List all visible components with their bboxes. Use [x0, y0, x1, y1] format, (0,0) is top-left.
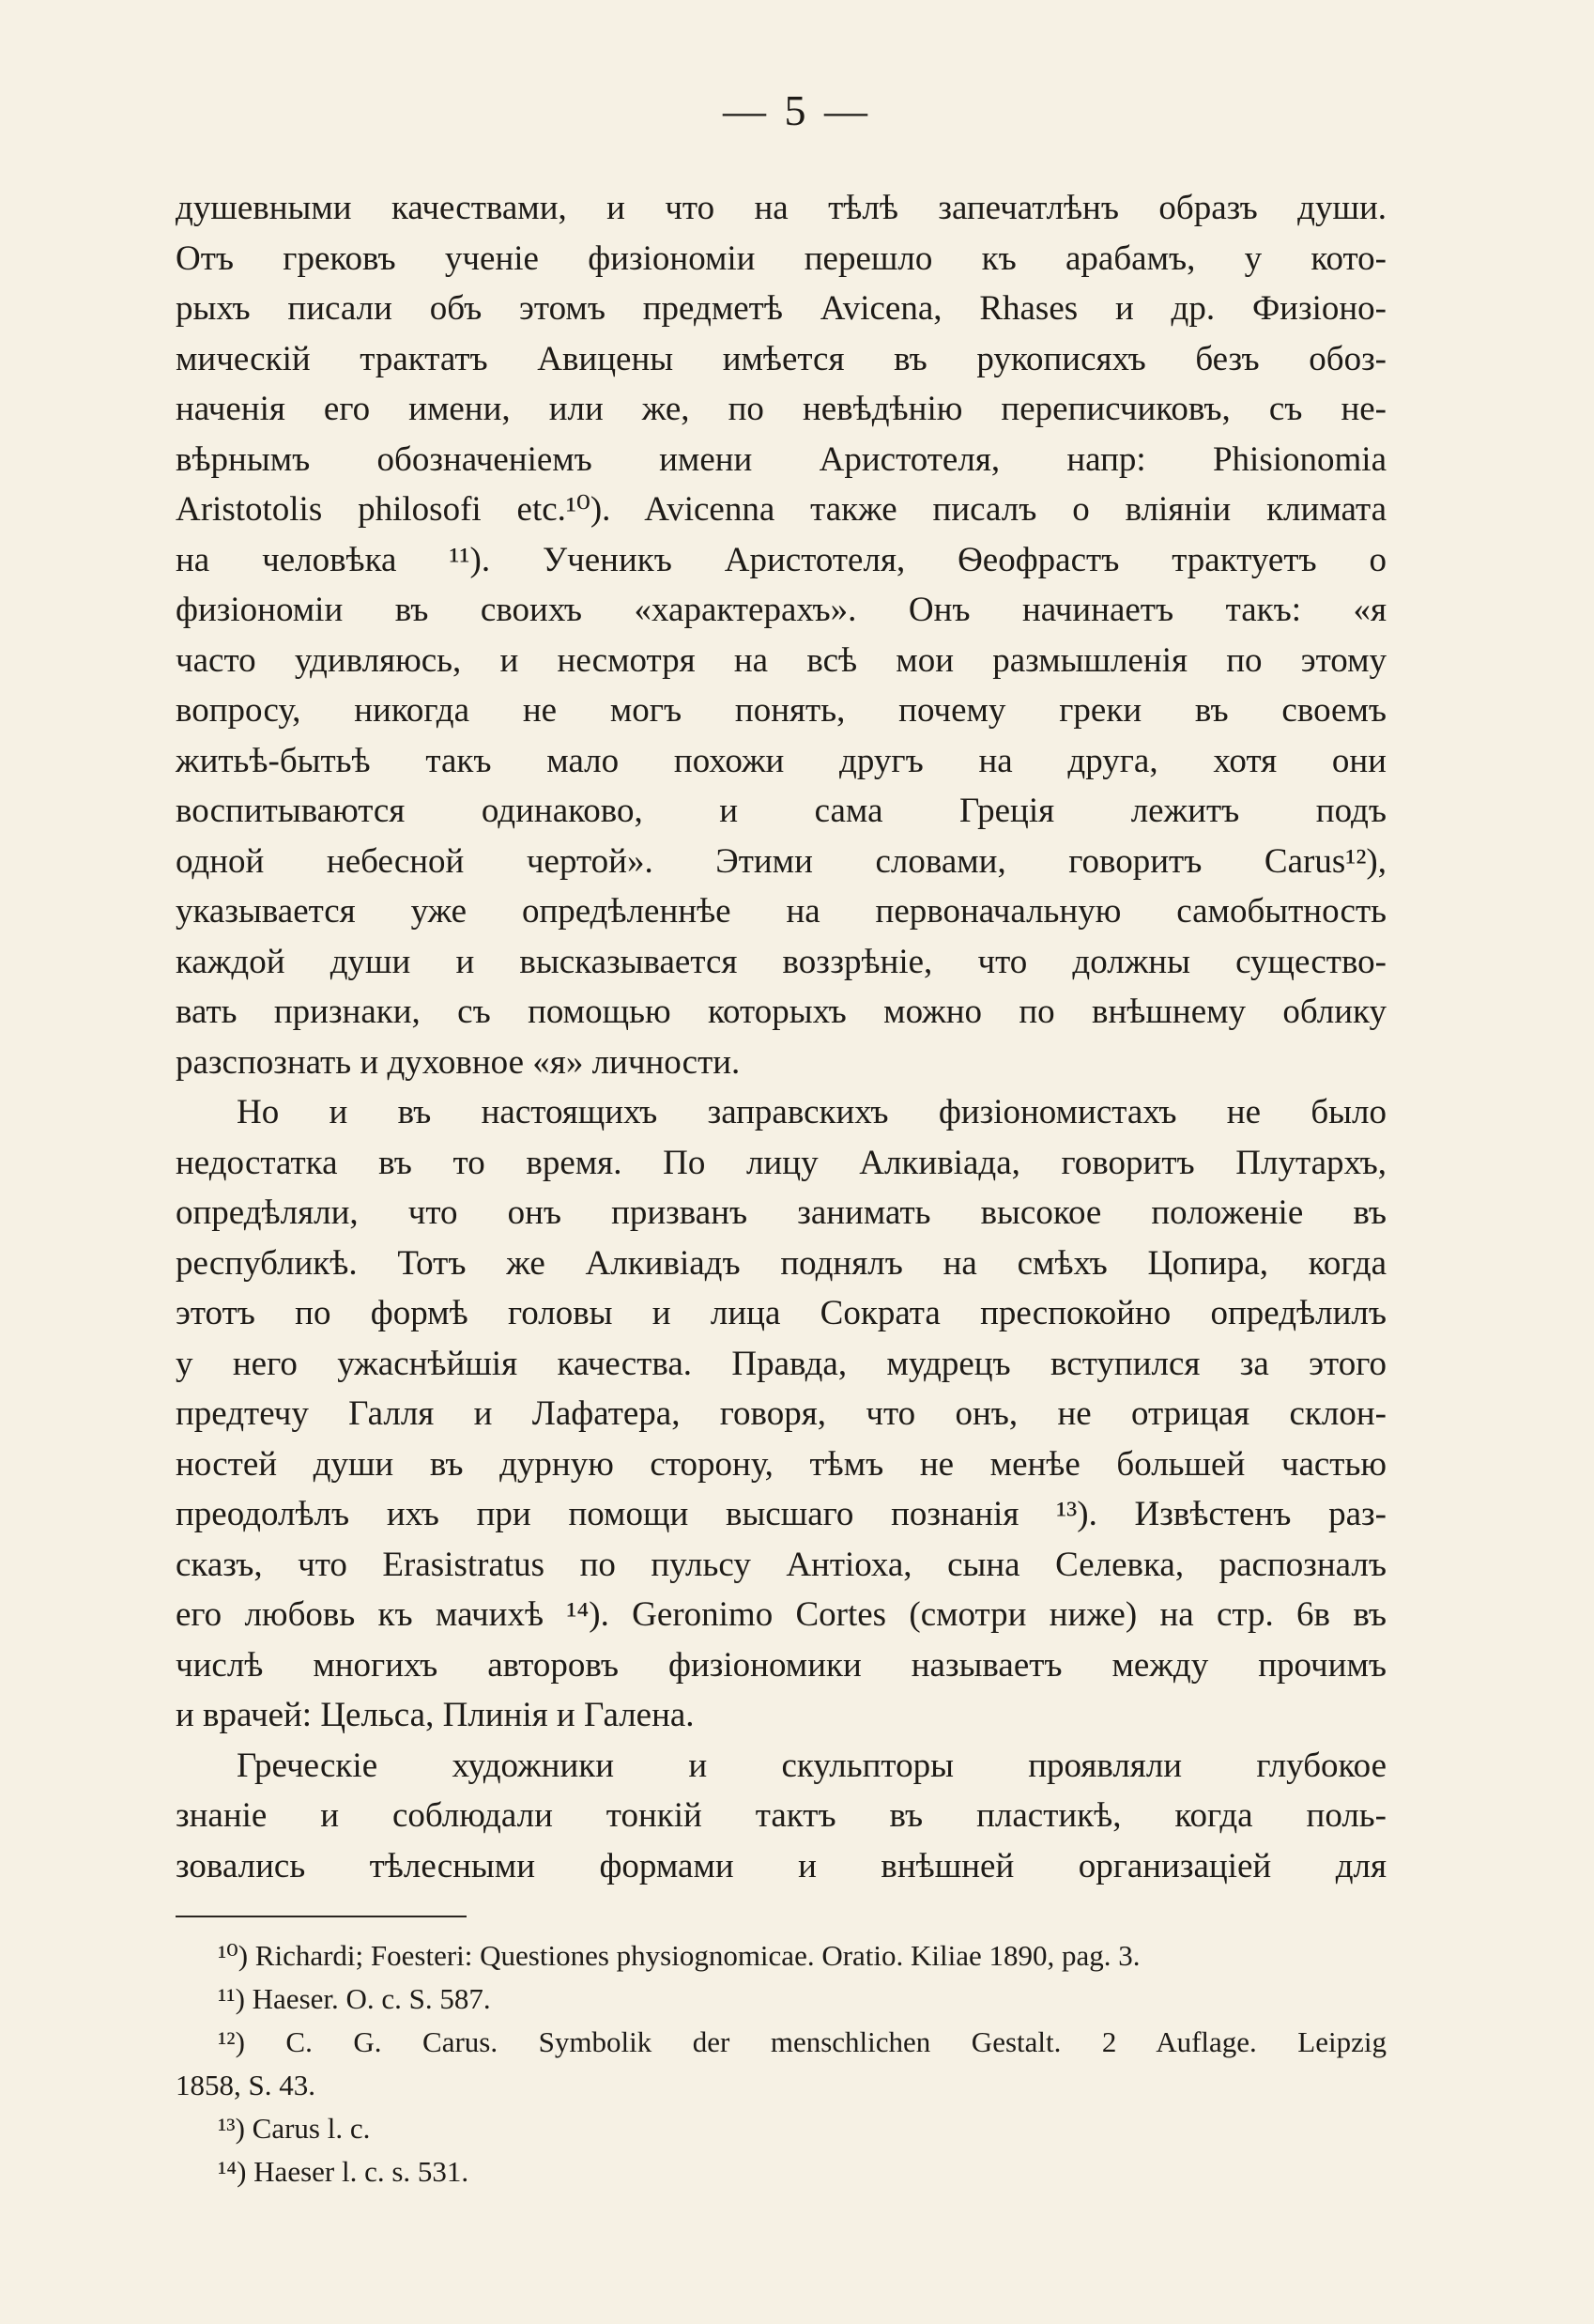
text-line: преодолѣлъ ихъ при помощи высшаго познанія ¹³). Извѣстенъ раз- — [176, 1495, 1387, 1533]
footnote-line: ¹¹) Haeser. O. c. S. 587. — [218, 1982, 491, 2015]
text-line: опредѣляли, что онъ призванъ занимать высокое положеніе въ — [176, 1193, 1387, 1232]
text-line: одной небесной чертой». Этими словами, говоритъ Carus¹²), — [176, 841, 1387, 881]
footnote-line: ¹⁰) Richardi; Foesteri: Questiones physiognomicae. Oratio. Kiliae 1890, pag. 3. — [218, 1939, 1141, 1972]
text-line: житьѣ-бытьѣ такъ мало похожи другъ на друга, хотя они — [176, 741, 1387, 780]
text-line: каждой души и высказывается воззрѣніе, что должны существо- — [176, 942, 1387, 981]
text-line: предтечу Галля и Лафатера, говоря, что онъ, не отрицая склон- — [176, 1394, 1387, 1433]
footnote-separator — [176, 1916, 467, 1917]
footnote-line: 1858, S. 43. — [176, 2069, 315, 2101]
text-line: Aristotolis philosofi etc.¹⁰). Avicenna также писалъ о вліяніи климата — [176, 490, 1387, 529]
body-text — [176, 183, 1387, 1891]
text-line: воспитываются одинаково, и сама Грецiя лежитъ подъ — [176, 792, 1387, 830]
text-line: вать признаки, съ помощью которыхъ можно по внѣшнему облику — [176, 993, 1387, 1031]
text-line: его любовь къ мачихѣ ¹⁴). Geronimo Cortes (смотри ниже) на стр. 6в въ — [176, 1595, 1387, 1634]
text-line: Но и въ настоящихъ заправскихъ физіономистахъ не было — [237, 1093, 1387, 1131]
text-line: числѣ многихъ авторовъ физіономики называетъ между прочимъ — [176, 1645, 1387, 1685]
text-line: сказъ, что Erasistratus по пульсу Антіоха, сына Селевка, распозналъ — [176, 1545, 1387, 1584]
text-line: на человѣка ¹¹). Ученикъ Аристотеля, Ѳеофрастъ трактуетъ о — [176, 540, 1387, 579]
text-line: республикѣ. Тотъ же Алкивіадъ поднялъ на смѣхъ Цопира, когда — [176, 1243, 1387, 1283]
text-line: недостатка въ то время. По лицу Алкивіада, говоритъ Плутархъ, — [176, 1143, 1387, 1182]
text-line: Отъ грековъ ученіе физіономіи перешло къ арабамъ, у кото- — [176, 239, 1387, 278]
text-line: зовались тѣлесными формами и внѣшней организаціей для — [176, 1846, 1387, 1885]
text-line: наченія его имени, или же, по невѣдѣнію переписчиковъ, съ не- — [176, 390, 1387, 428]
text-line: и врачей: Цельса, Плинія и Галена. — [176, 1696, 695, 1734]
text-line: часто удивляюсь, и несмотря на всѣ мои размышленія по этому — [176, 640, 1387, 680]
text-line: рыхъ писали объ этомъ предметѣ Avicena, Rhases и др. Физіоно- — [176, 289, 1387, 328]
footnote-line: ¹³) Carus l. c. — [218, 2112, 371, 2145]
text-line: ностей души въ дурную сторону, тѣмъ не менѣе большей частью — [176, 1444, 1387, 1484]
text-line: физіономіи въ своихъ «характерахъ». Онъ начинаетъ такъ: «я — [176, 591, 1387, 629]
text-line: вѣрнымъ обозначеніемъ имени Аристотеля, напр: Phisionomia — [176, 439, 1387, 479]
text-line: мическій трактатъ Авицены имѣется въ рукописяхъ безъ обоз- — [176, 339, 1387, 378]
text-line: душевными качествами, и что на тѣлѣ запечатлѣнъ образъ души. — [176, 189, 1387, 227]
text-line: Греческіе художники и скульпторы проявляли глубокое — [237, 1746, 1387, 1785]
text-line: указывается уже опредѣленнѣе на первоначальную самобытность — [176, 892, 1387, 931]
footnotes — [176, 1934, 1387, 2193]
text-line: у него ужаснѣйшія качества. Правда, мудрецъ вступился за этого — [176, 1344, 1387, 1383]
text-line: знаніе и соблюдали тонкій тактъ въ пластикѣ, когда поль- — [176, 1796, 1387, 1835]
page-number: — 5 — — [723, 86, 871, 134]
text-line: вопросу, никогда не могъ понять, почему греки въ своемъ — [176, 691, 1387, 730]
footnote-line: ¹⁴) Haeser l. c. s. 531. — [218, 2155, 469, 2188]
text-line: разспознать и духовное «я» личности. — [176, 1042, 741, 1082]
footnote-line: ¹²) C. G. Carus. Symbolik der menschlichen Gestalt. 2 Auflage. Leipzig — [218, 2025, 1387, 2058]
text-line: этотъ по формѣ головы и лица Сократа преспокойно опредѣлилъ — [176, 1294, 1387, 1332]
